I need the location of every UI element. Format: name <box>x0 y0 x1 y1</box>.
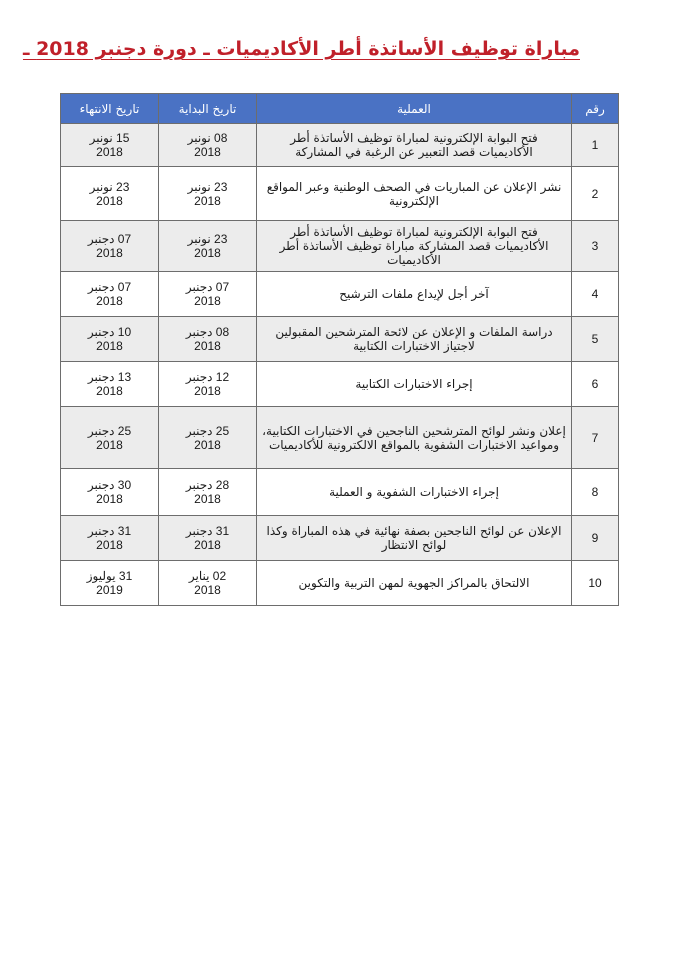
row-end-date <box>61 221 159 272</box>
schedule-table <box>60 93 619 606</box>
row-start-date <box>159 516 257 561</box>
row-operation: دراسة الملفات و الإعلان عن لائحة المترشحين المقبولين لاجتياز الاختبارات الكتابية <box>257 317 572 362</box>
end-day: 13 دجنبر <box>87 370 132 384</box>
table-header-row <box>61 94 619 124</box>
end-year: 2018 <box>96 246 123 260</box>
row-number: 5 <box>572 317 619 362</box>
end-year: 2018 <box>96 437 123 452</box>
row-operation: إعلان ونشر لوائح المترشحين الناجحين في الاختبارات الكتابية، ومواعيد الاختبارات الشفوية بالمواقع الالكترونية للأكاديميات <box>257 407 572 469</box>
header-end-date: تاريخ الانتهاء <box>61 94 159 124</box>
row-number: 1 <box>572 124 619 167</box>
row-start-date <box>159 167 257 221</box>
table-row <box>61 516 619 561</box>
start-year: 2018 <box>194 246 221 260</box>
row-operation: إجراء الاختبارات الشفوية و العملية <box>257 469 572 516</box>
row-operation: فتح البوابة الإلكترونية لمباراة توظيف الأساتذة أطر الأكاديميات قصد المشاركة مباراة توظيف الأساتذة أطر الأكاديميات <box>257 221 572 272</box>
start-day: 02 يناير <box>188 569 227 583</box>
end-day: 31 يوليوز <box>86 569 133 583</box>
row-number: 9 <box>572 516 619 561</box>
table-row <box>61 469 619 516</box>
start-day: 08 نونبر <box>187 131 228 145</box>
end-year: 2018 <box>96 339 123 353</box>
row-start-date <box>159 317 257 362</box>
table-row <box>61 362 619 407</box>
end-day: 31 دجنبر <box>87 524 132 538</box>
table-row <box>61 124 619 167</box>
row-end-date <box>61 167 159 221</box>
start-year: 2018 <box>194 437 221 452</box>
row-start-date <box>159 561 257 606</box>
row-number: 8 <box>572 469 619 516</box>
row-number: 7 <box>572 407 619 469</box>
row-end-date <box>61 561 159 606</box>
start-day: 31 دجنبر <box>185 524 230 538</box>
start-day: 07 دجنبر <box>185 280 230 294</box>
row-number: 4 <box>572 272 619 317</box>
end-day: 15 نونبر <box>89 131 130 145</box>
table-row <box>61 272 619 317</box>
start-year: 2018 <box>194 339 221 353</box>
header-start-date: تاريخ البداية <box>159 94 257 124</box>
start-day: 12 دجنبر <box>185 370 230 384</box>
row-operation: إجراء الاختبارات الكتابية <box>257 362 572 407</box>
start-day: 08 دجنبر <box>185 325 230 339</box>
end-day: 25 دجنبر <box>87 423 132 438</box>
start-year: 2018 <box>194 384 221 398</box>
start-year: 2018 <box>194 294 221 308</box>
start-year: 2018 <box>194 583 221 597</box>
start-year: 2018 <box>194 538 221 552</box>
header-number: رقم <box>572 94 619 124</box>
row-end-date <box>61 516 159 561</box>
end-day: 23 نونبر <box>89 179 130 194</box>
row-operation: آخر أجل لإيداع ملفات الترشيح <box>257 272 572 317</box>
row-number: 3 <box>572 221 619 272</box>
table-row <box>61 561 619 606</box>
row-number: 10 <box>572 561 619 606</box>
row-operation: الالتحاق بالمراكز الجهوية لمهن التربية والتكوين <box>257 561 572 606</box>
row-number: 6 <box>572 362 619 407</box>
row-start-date <box>159 469 257 516</box>
end-day: 07 دجنبر <box>87 280 132 294</box>
row-start-date <box>159 221 257 272</box>
end-year: 2018 <box>96 145 123 159</box>
end-day: 10 دجنبر <box>87 325 132 339</box>
row-start-date <box>159 362 257 407</box>
end-year: 2018 <box>96 538 123 552</box>
end-day: 30 دجنبر <box>87 478 132 492</box>
row-start-date <box>159 124 257 167</box>
end-year: 2019 <box>96 583 123 597</box>
page-title: مباراة توظيف الأساتذة أطر الأكاديميات ـ دورة دجنبر 2018 ـ <box>22 38 580 60</box>
header-operation: العملية <box>257 94 572 124</box>
row-end-date <box>61 124 159 167</box>
table-row <box>61 221 619 272</box>
start-year: 2018 <box>194 145 221 159</box>
row-start-date <box>159 407 257 469</box>
table-row <box>61 167 619 221</box>
row-end-date <box>61 407 159 469</box>
start-day: 23 نونبر <box>187 232 228 246</box>
start-day: 28 دجنبر <box>185 478 230 492</box>
row-end-date <box>61 469 159 516</box>
row-operation: نشر الإعلان عن المباريات في الصحف الوطنية وعبر المواقع الإلكترونية <box>257 167 572 221</box>
row-end-date <box>61 317 159 362</box>
end-year: 2018 <box>96 193 123 208</box>
start-year: 2018 <box>194 492 221 506</box>
row-operation: الإعلان عن لوائح الناجحين بصفة نهائية في هذه المباراة وكذا لوائح الانتظار <box>257 516 572 561</box>
end-day: 07 دجنبر <box>87 232 132 246</box>
start-year: 2018 <box>194 193 221 208</box>
start-day: 25 دجنبر <box>185 423 230 438</box>
end-year: 2018 <box>96 492 123 506</box>
table-row <box>61 407 619 469</box>
row-number: 2 <box>572 167 619 221</box>
end-year: 2018 <box>96 384 123 398</box>
row-end-date <box>61 362 159 407</box>
end-year: 2018 <box>96 294 123 308</box>
row-end-date <box>61 272 159 317</box>
row-start-date <box>159 272 257 317</box>
row-operation: فتح البوابة الإلكترونية لمباراة توظيف الأساتذة أطر الأكاديميات قصد التعبير عن الرغبة في المشاركة <box>257 124 572 167</box>
start-day: 23 نونبر <box>187 179 228 194</box>
table-row <box>61 317 619 362</box>
